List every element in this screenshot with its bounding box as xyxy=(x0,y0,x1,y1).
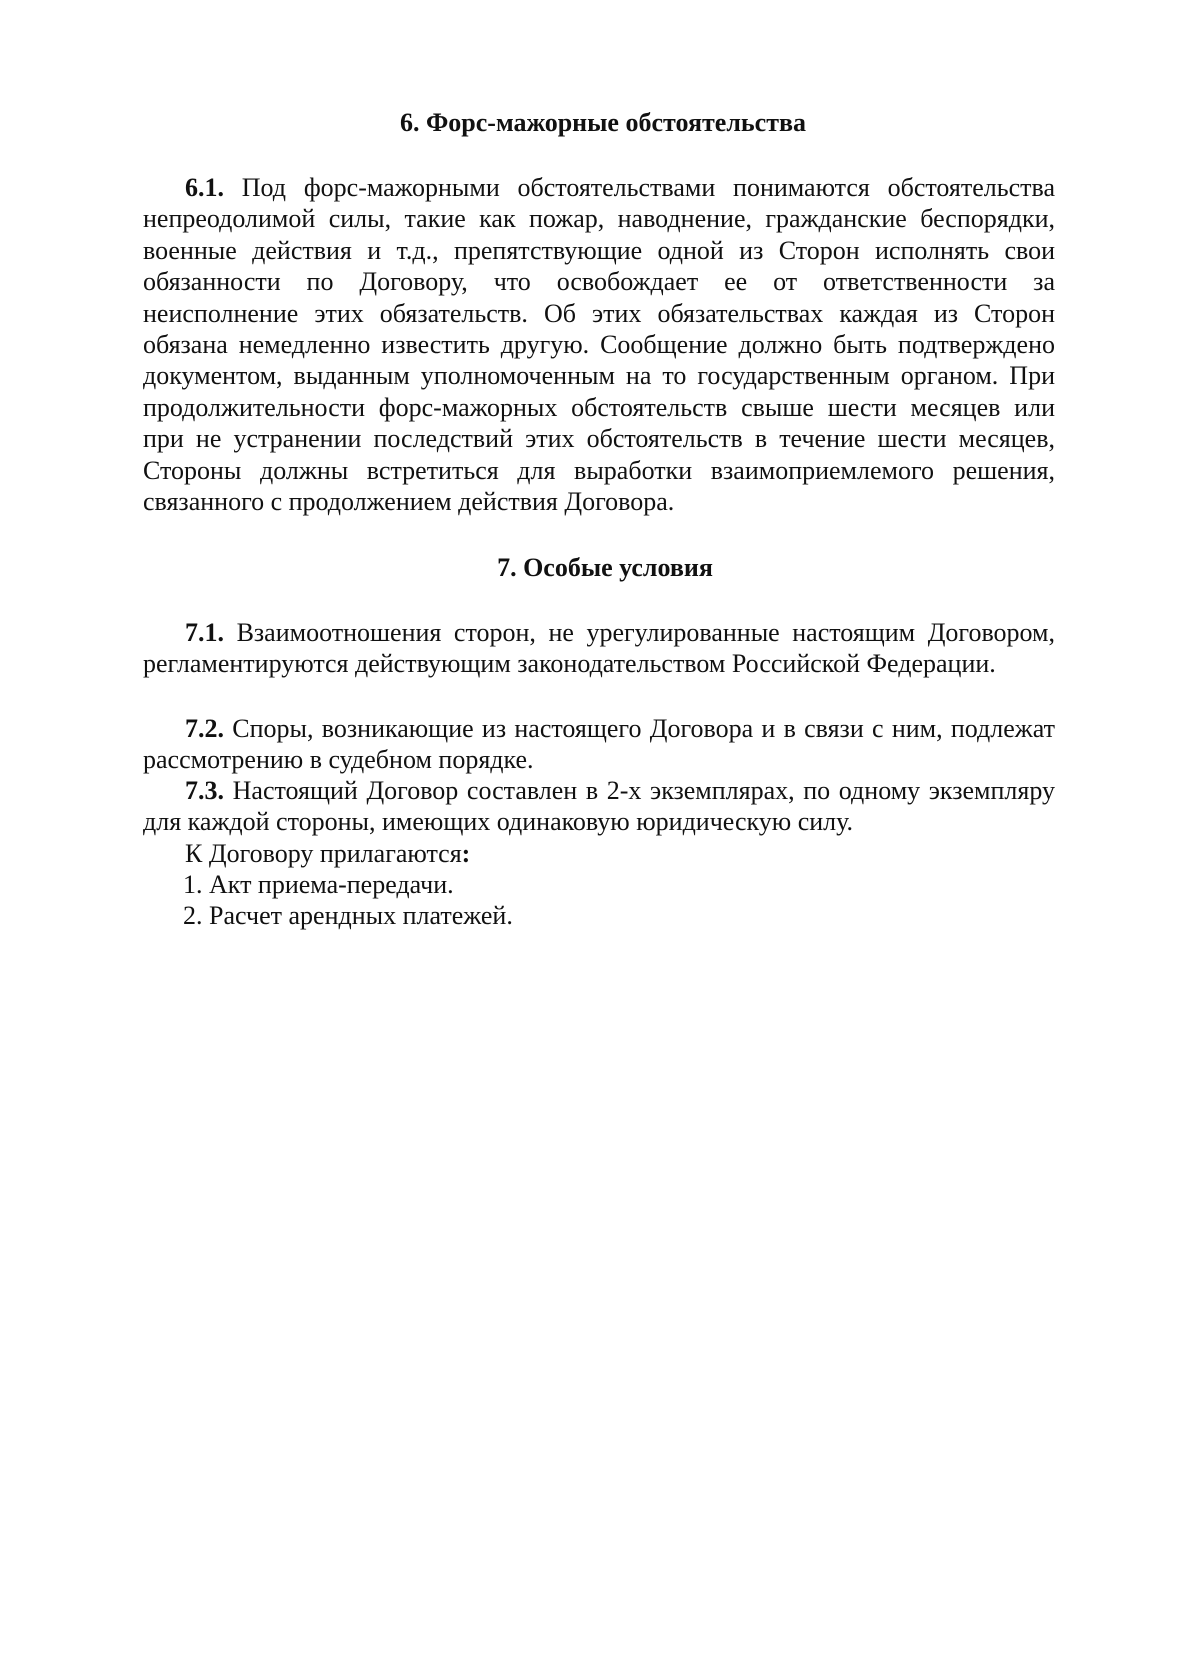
clause-number: 6.1. xyxy=(185,173,224,202)
attachments-colon: : xyxy=(461,839,471,868)
clause-text: Настоящий Договор составлен в 2-х экземплярах, по одному экземпляру для каждой стороны, имеющих одинаковую юридическую силу. xyxy=(143,776,1055,837)
clause-number: 7.3. xyxy=(185,776,224,805)
attachment-item: 2. Расчет арендных платежей. xyxy=(183,901,513,930)
clause-text: Взаимоотношения сторон, не урегулированные настоящим Договором, регламентируются действующим законодательством Российской Федерации. xyxy=(143,618,1055,679)
attachments-title xyxy=(185,838,470,869)
clause-7-2 xyxy=(143,713,1055,776)
clause-number: 7.1. xyxy=(185,618,224,647)
clause-7-3 xyxy=(143,775,1055,838)
clause-text: Споры, возникающие из настоящего Договора и в связи с ним, подлежат рассмотрению в судебном порядке. xyxy=(143,714,1055,775)
clause-number: 7.2. xyxy=(185,714,224,743)
attachment-item: 1. Акт приема-передачи. xyxy=(183,870,454,899)
clause-7-1 xyxy=(143,617,1055,680)
clause-text: Под форс-мажорными обстоятельствами понимаются обстоятельства непреодолимой силы, такие как пожар, наводнение, гражданские беспорядки, военные действия и т.д., препятствующие одной из Сторон исполнять свои обязанности по Договору, что освобождает ее от ответственности за неисполнение этих обязательств. Об этих обязательствах каждая из Сторон обязана немедленно известить другую. Сообщение должно быть подтверждено документом, выданным уполномоченным на то государственным органом. При продолжительности форс-мажорных обстоятельств свыше шести месяцев или при не устранении последствий этих обстоятельств в течение шести месяцев, Стороны должны встретиться для выработки взаимоприемлемого решения, связанного с продолжением действия Договора. xyxy=(143,173,1055,517)
section-6-heading: 6. Форс-мажорные обстоятельства xyxy=(399,108,807,137)
clause-6-1 xyxy=(143,172,1055,517)
attachments-title-text: К Договору прилагаются xyxy=(185,839,462,868)
section-7-heading: 7. Особые условия xyxy=(497,553,713,582)
